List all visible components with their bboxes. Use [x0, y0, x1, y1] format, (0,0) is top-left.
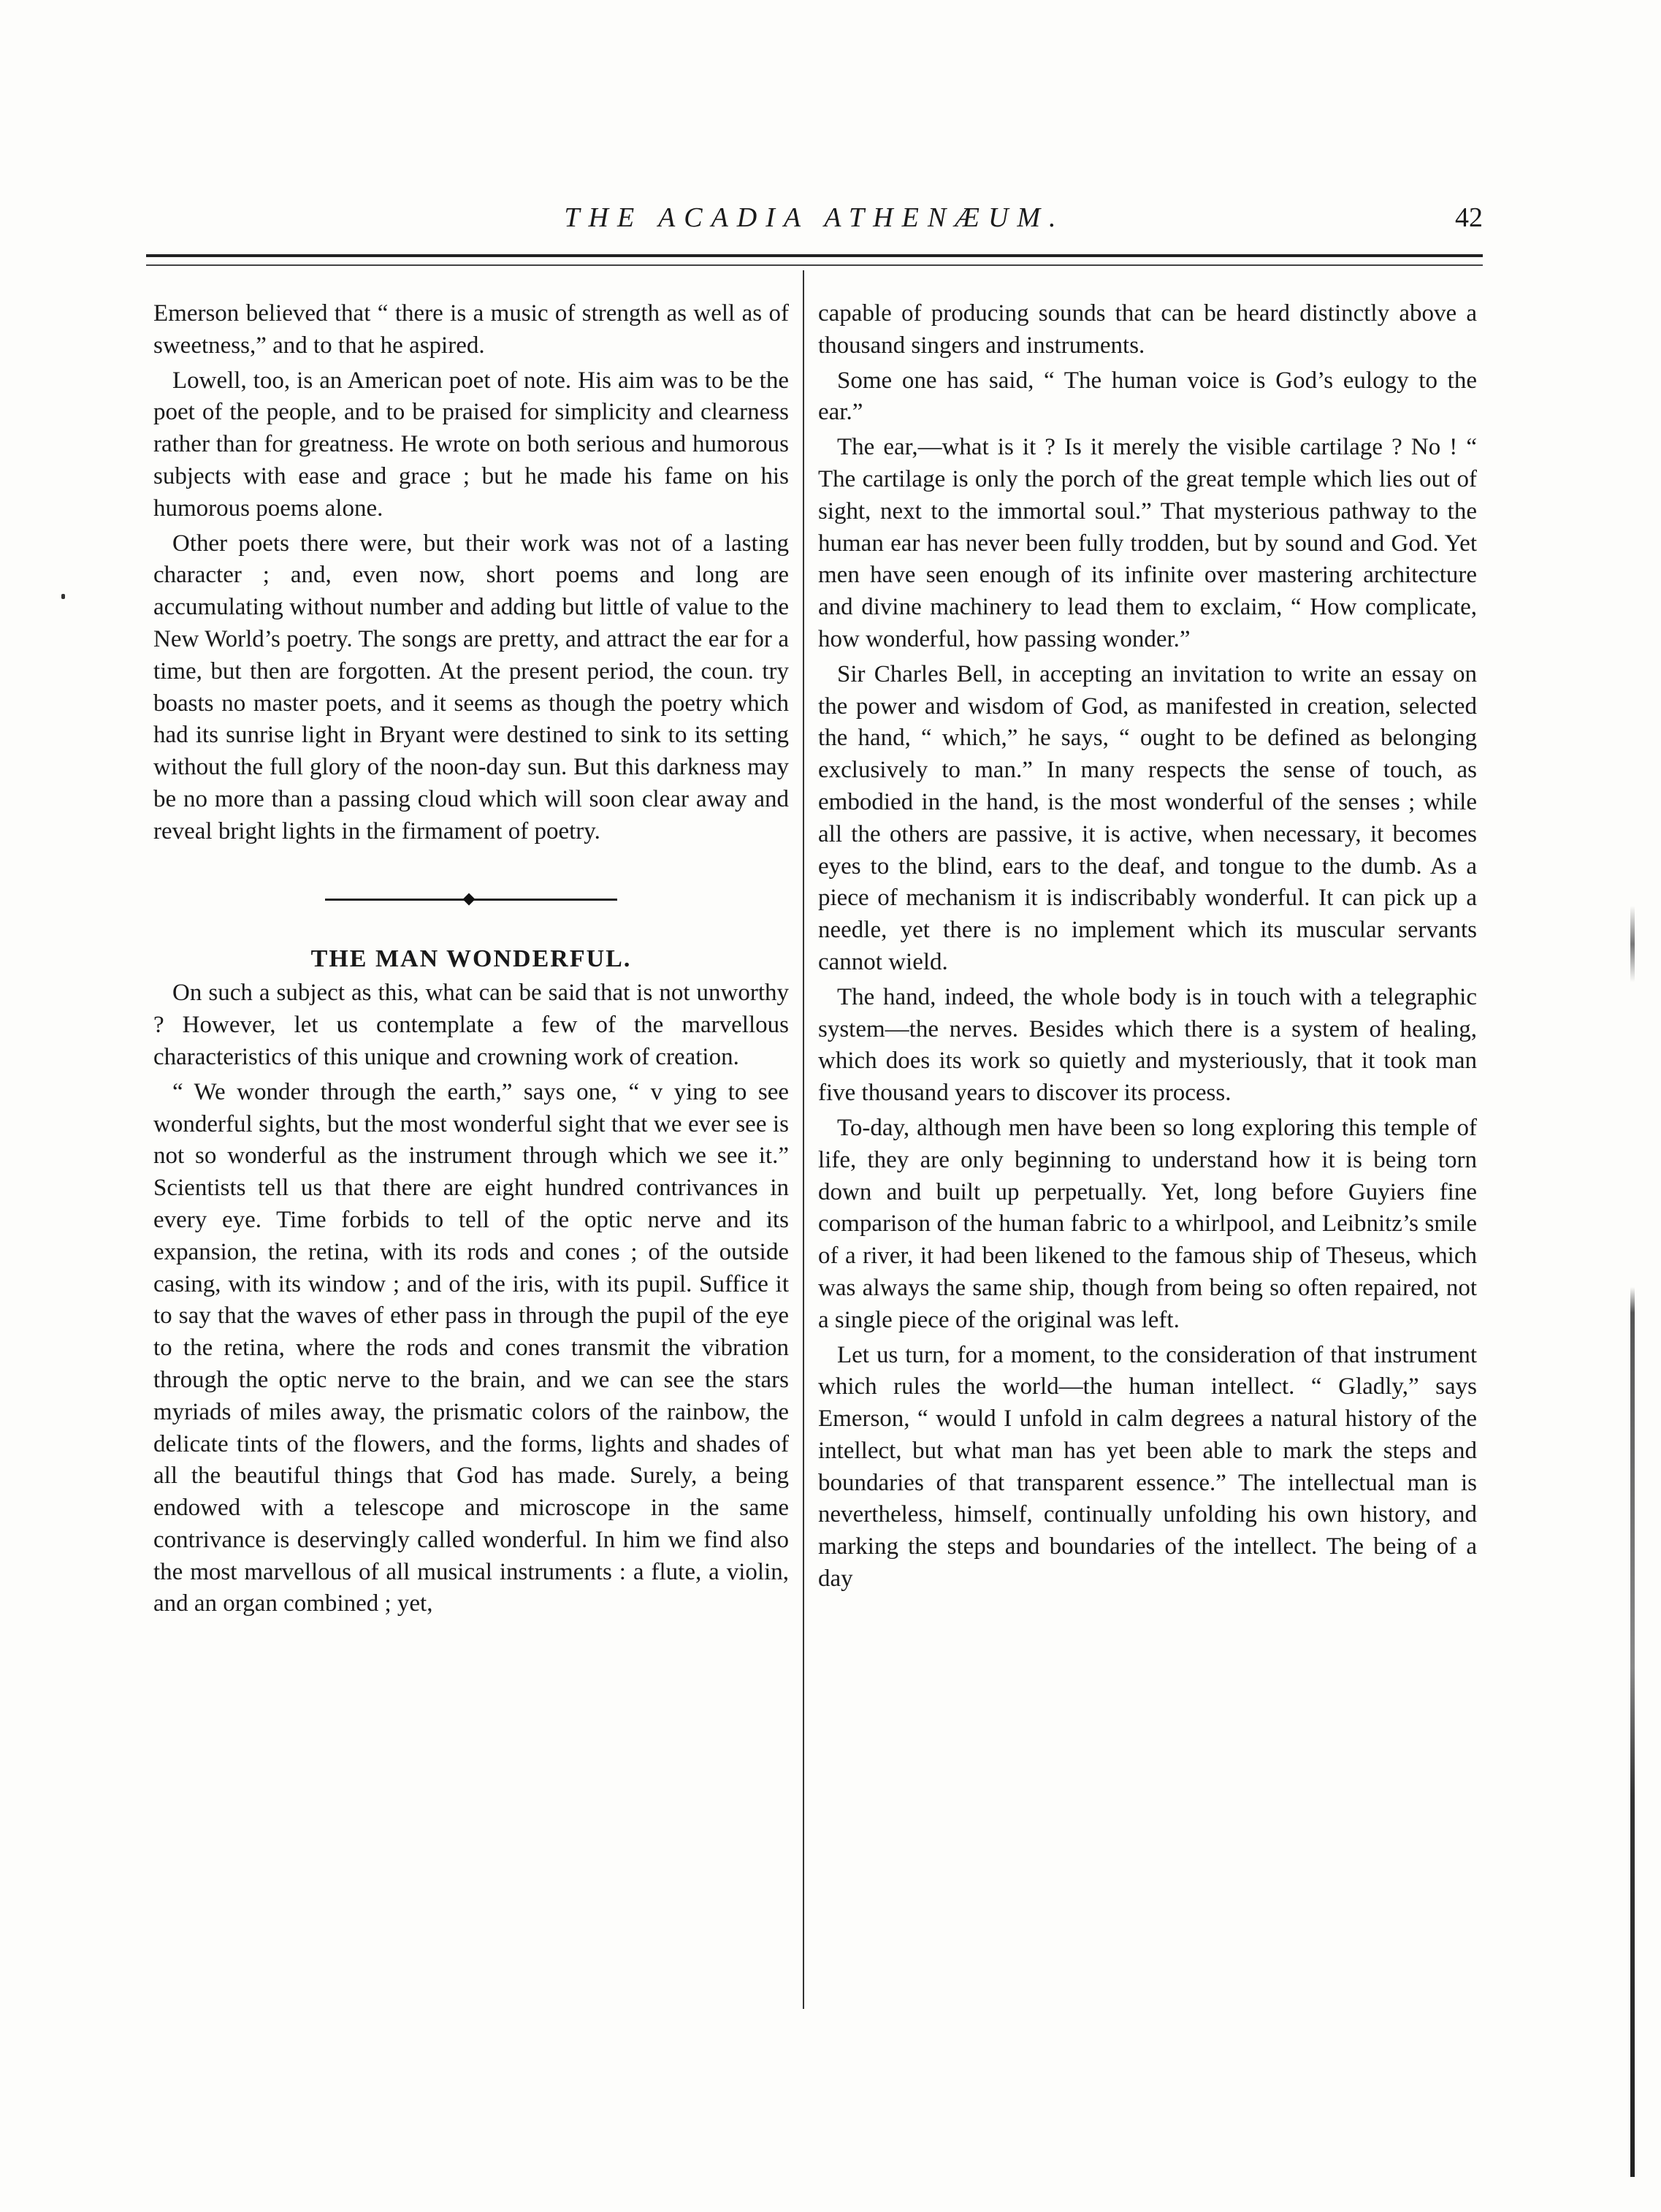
running-title: THE ACADIA ATHENÆUM. — [564, 202, 1065, 233]
paragraph: Other poets there were, but their work was not of a lasting character ; and, even now, short poems and long are accumulating without number and adding but little of value to the New World’s poetry. The songs are pretty, and attract the ear for a time, but then are forgotten. At the present period, the coun. try boasts no master poets, and it seems as though the poetry which had its sunrise light in Bryant were destined to sink to its setting without the full glory of the noon-day sun. But this darkness may be no more than a passing cloud which will soon clear away and reveal bright lights in the firmament of poetry. — [153, 530, 789, 844]
page-edge-shadow — [1630, 906, 1635, 2177]
section-ornament — [153, 893, 789, 905]
paragraph: The ear,—what is it ? Is it merely the visible cartilage ? No ! “ The cartilage is only the porch of the great temple which lies out of sight, next to the immortal soul.” That mysterious pathway to the human ear has never been fully trodden, but by sound and God. Yet men have seen enough of its infinite over mastering architecture and divine machinery to lead them to exclaim, “ How complicate, how wonderful, how passing wonder.” — [818, 434, 1477, 652]
header-rule-thin — [146, 264, 1483, 266]
right-column — [818, 298, 1477, 1598]
paragraph: Some one has said, “ The human voice is God’s eulogy to the ear.” — [818, 367, 1477, 426]
paragraph: capable of producing sounds that can be heard distinctly above a thousand singers and instruments. — [818, 300, 1477, 359]
paragraph: The hand, indeed, the whole body is in touch with a telegraphic system—the nerves. Besides which there is a system of healing, which does its work so quietly and mysteriously, that it took man five thousand years to discover its process. — [818, 983, 1477, 1107]
paragraph: Emerson believed that “ there is a music of strength as well as of sweetness,” and to that he aspired. — [153, 300, 789, 359]
paragraph: Let us turn, for a moment, to the consideration of that instrument which rules the world—the human intellect. “ Gladly,” says Emerson, “ would I unfold in calm degrees a natural history of the intellect, but what man has yet been able to mark the steps and boundaries of that transparent essence.” The intellectual man is nevertheless, himself, continually unfolding his own history, and marking the steps and boundaries of the intellect. The being of a day — [818, 1341, 1477, 1593]
page-header — [146, 196, 1483, 240]
header-rule-thick — [146, 254, 1483, 257]
paragraph: Lowell, too, is an American poet of note. His aim was to be the poet of the people, and to be praised for simplicity and clearness rather than for greatness. He wrote on both serious and humorous subjects with ease and grace ; but he made his fame on his humorous poems alone. — [153, 367, 789, 522]
paragraph: Sir Charles Bell, in accepting an invitation to write an essay on the power and wisdom of God, as manifested in creation, selected the hand, “ which,” he says, “ ought to be defined as belonging exclusively to man.” In many respects the sense of touch, as embodied in the hand, is the most wonderful of the senses ; while all the others are passive, it is active, when necessary, it becomes eyes to the blind, ears to the deaf, and tongue to the dumb. As a piece of mechanism it is indiscribably wonderful. It can pick up a needle, yet there is no implement which its muscular servants cannot wield. — [818, 660, 1477, 975]
page-number: 42 — [1455, 202, 1483, 233]
column-divider — [803, 270, 804, 2009]
ornament-diamond-icon — [463, 893, 476, 905]
paragraph: “ We wonder through the earth,” says one, “ v ying to see wonderful sights, but the most wonderful sight that we ever see is not so wonderful as the instrument through which we see it.” Scientists tell us that there are eight hundred contrivances in every eye. Time forbids to tell of the optic nerve and its expansion, the retina, with its rods and cones ; of the outside casing, with its window ; and of the iris, with its pupil. Suffice it to say that the waves of ether pass in through the pupil of the eye to the retina, where the rods and cones transmit the vibration through the optic nerve to the brain, and we can see the stars myriads of miles away, the prismatic colors of the rainbow, the delicate tints of the flowers, and the forms, lights and shades of all the beautiful things that God has made. Surely, a being endowed with a telescope and microscope in the same contrivance is deservingly called wonderful. In him we find also the most marvellous of all musical instruments : a flute, a violin, and an organ combined ; yet, — [153, 1078, 789, 1617]
paragraph: To-day, although men have been so long exploring this temple of life, they are only beginning to understand how it is being torn down and built up perpetually. Yet, long before Guyiers fine comparison of the human fabric to a whirlpool, and Leibnitz’s smile of a river, it had been likened to the famous ship of Theseus, which was always the same ship, though from being so often repaired, not a single piece of the original was left. — [818, 1114, 1477, 1333]
print-speck — [61, 594, 65, 599]
section-title: THE MAN WONDERFUL. — [310, 945, 632, 972]
left-column — [153, 298, 789, 1623]
paragraph: On such a subject as this, what can be said that is not unworthy ? However, let us contemplate a few of the marvellous characteristics of this unique and crowning work of creation. — [153, 980, 789, 1070]
